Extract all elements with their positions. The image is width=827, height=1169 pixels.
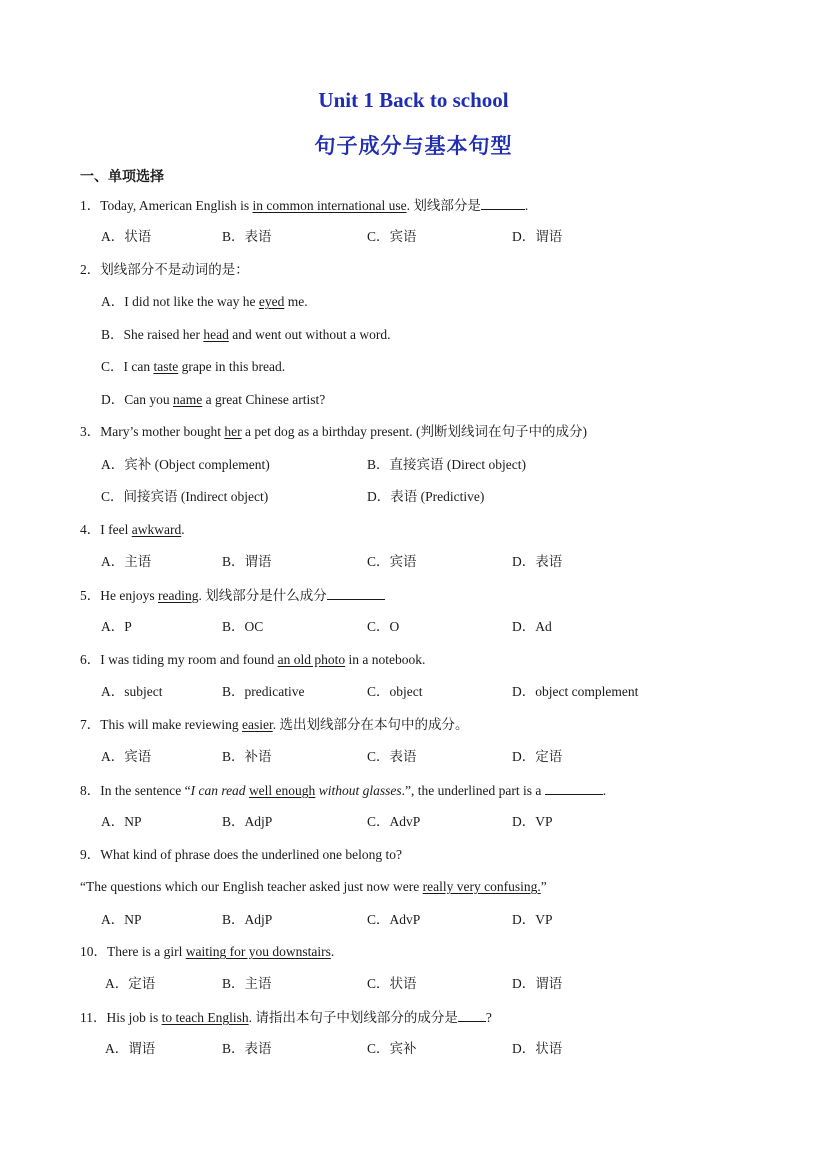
option-a: A．谓语 (105, 1041, 156, 1056)
option-d: D．VP (512, 912, 553, 927)
option-d: D．Ad (512, 619, 552, 634)
question-8: 8．In the sentence “I can read well enough without glasses.”, the underlined part is a . (80, 783, 607, 798)
option-c: C．AdvP (367, 814, 421, 829)
question-10: 10．There is a girl waiting for you downstairs. (80, 944, 335, 959)
option-c: C．宾语 (367, 229, 417, 244)
option-c: C．I can taste grape in this bread. (101, 359, 286, 374)
question-11: 11．His job is to teach English. 请指出本句子中划线部分的成分是 ? (80, 1010, 492, 1025)
option-c: C．object (367, 684, 423, 699)
question-2: 2．划线部分不是动词的是： (80, 262, 249, 277)
option-a: A．subject (101, 684, 163, 699)
question-3: 3．Mary’s mother bought her a pet dog as a birthday present. (判断划线词在句子中的成分) (80, 424, 587, 439)
option-d: D．VP (512, 814, 553, 829)
option-c: C．O (367, 619, 400, 634)
option-d: D．谓语 (512, 976, 563, 991)
option-a: A．主语 (101, 554, 152, 569)
option-c: C．表语 (367, 749, 417, 764)
question-1: 1．Today, American English is in common international use. 划线部分是 . (80, 198, 529, 213)
option-c: C．间接宾语 (Indirect object) (101, 489, 269, 504)
option-a: A．定语 (105, 976, 156, 991)
answer-blank (545, 781, 603, 795)
option-a: A．宾语 (101, 749, 152, 764)
option-c: C．状语 (367, 976, 417, 991)
option-b: B．表语 (222, 229, 272, 244)
answer-blank (327, 586, 385, 600)
option-a: A．P (101, 619, 132, 634)
question-4: 4．I feel awkward. (80, 522, 185, 537)
option-b: B．主语 (222, 976, 272, 991)
option-b: B．表语 (222, 1041, 272, 1056)
question-6: 6．I was tiding my room and found an old photo in a notebook. (80, 652, 426, 667)
option-d: D．object complement (512, 684, 639, 699)
option-d: D．状语 (512, 1041, 563, 1056)
question-7: 7．This will make reviewing easier. 选出划线部分在本句中的成分。 (80, 717, 469, 732)
option-d: D．Can you name a great Chinese artist? (101, 392, 326, 407)
option-b: B．AdjP (222, 814, 273, 829)
option-d: D．谓语 (512, 229, 563, 244)
option-b: B．AdjP (222, 912, 273, 927)
section-heading: 一、单项选择 (80, 169, 164, 185)
question-9: 9．What kind of phrase does the underlined one belong to? (80, 847, 403, 862)
option-a: A．NP (101, 814, 142, 829)
option-d: D．表语 (Predictive) (367, 489, 485, 504)
option-c: C．AdvP (367, 912, 421, 927)
option-d: D．表语 (512, 554, 563, 569)
option-b: B．OC (222, 619, 264, 634)
option-b: B．补语 (222, 749, 272, 764)
question-9-sentence: “The questions which our English teacher asked just now were really very confusing.” (80, 879, 547, 894)
option-b: B．直接宾语 (Direct object) (367, 457, 526, 472)
option-a: A．I did not like the way he eyed me. (101, 294, 308, 309)
option-d: D．定语 (512, 749, 563, 764)
option-c: C．宾补 (367, 1041, 417, 1056)
option-a: A．宾补 (Object complement) (101, 457, 270, 472)
option-c: C．宾语 (367, 554, 417, 569)
option-a: A．NP (101, 912, 142, 927)
option-b: B．predicative (222, 684, 305, 699)
page-subtitle: 句子成分与基本句型 (314, 134, 513, 158)
answer-blank (458, 1008, 486, 1022)
page-title: Unit 1 Back to school (318, 88, 509, 112)
underlined-part: in common international use (252, 198, 407, 213)
option-a: A．状语 (101, 229, 152, 244)
option-b: B．She raised her head and went out without a word. (101, 327, 391, 342)
option-b: B．谓语 (222, 554, 272, 569)
question-5: 5．He enjoys reading. 划线部分是什么成分 (80, 586, 385, 605)
answer-blank (481, 196, 525, 210)
